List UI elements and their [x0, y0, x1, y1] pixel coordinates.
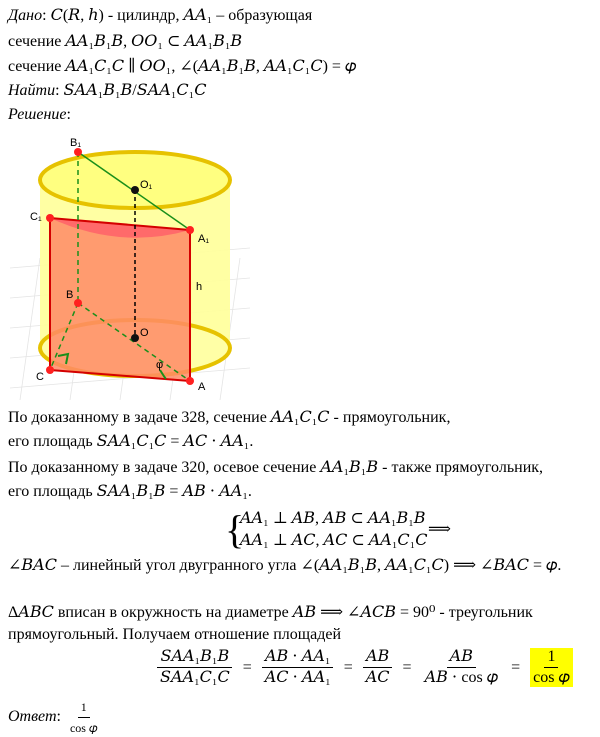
fraction-cos-den: 𝐴𝐵 ⋅ cos 𝜑	[424, 669, 499, 686]
fraction-sides-num: 𝐴𝐵	[363, 648, 392, 668]
answer-num: 1	[78, 698, 90, 718]
point-c1	[46, 214, 54, 222]
fraction-result-num: 1	[544, 648, 558, 668]
label-a: A	[198, 381, 206, 393]
point-c	[46, 366, 54, 374]
fraction-cos-num: 𝐴𝐵	[447, 648, 476, 668]
fraction-areas	[157, 648, 233, 687]
label-b: B	[66, 289, 74, 301]
label-phi: φ	[156, 359, 164, 371]
given-line-2: сечение 𝐴𝐴₁𝐵₁𝐵, 𝑂𝑂₁ ⊂ 𝐴𝐴₁𝐵₁𝐵	[8, 33, 243, 50]
equals-4: =	[511, 658, 521, 676]
equals-1: =	[242, 658, 252, 676]
equals-2: =	[343, 658, 353, 676]
fraction-products-num: 𝐴𝐵 ⋅ 𝐴𝐴₁	[262, 648, 333, 668]
paragraph-1: По доказанному в задаче 328, сечение 𝐴𝐴₁𝐶₁𝐶 - прямоугольник,	[8, 409, 451, 426]
fraction-sides-den: 𝐴𝐶	[365, 669, 390, 686]
fraction-areas-num: 𝑆𝐴𝐴₁𝐵₁𝐵	[157, 648, 232, 668]
point-b	[74, 299, 82, 307]
point-a	[186, 377, 194, 385]
solution-colon: :	[66, 106, 71, 123]
ratio-equation	[155, 648, 575, 687]
system-implies: ⟹	[428, 521, 451, 538]
point-b1	[74, 148, 82, 156]
fraction-cos	[422, 648, 502, 687]
solution-label: Решение	[8, 106, 67, 123]
answer-label: Ответ	[8, 708, 57, 726]
label-c1: C₁	[30, 211, 42, 223]
find-line	[8, 81, 206, 101]
point-o	[131, 334, 139, 342]
system-line-2: 𝐴𝐴₁ ⊥ 𝐴𝐶, 𝐴𝐶 ⊂ 𝐴𝐴₁𝐶₁𝐶	[240, 532, 428, 549]
fraction-result-den: cos 𝜑	[533, 669, 570, 686]
label-b1: B₁	[70, 138, 82, 149]
label-c: C	[36, 371, 44, 383]
fraction-products-den: 𝐴𝐶 ⋅ 𝐴𝐴₁	[264, 669, 331, 686]
label-h: h	[196, 281, 203, 293]
paragraph-6: Δ𝐴𝐵𝐶 вписан в окружность на диаметре 𝐴𝐵 ⟹ ∠𝐴𝐶𝐵 = 90⁰ - треугольник	[8, 604, 533, 621]
answer-fraction	[67, 698, 101, 737]
given-line-1-text: : 𝐶(𝑅, ℎ) - цилиндр, 𝐴𝐴₁ – образующая	[42, 7, 313, 24]
given-line-3: сечение 𝐴𝐴₁𝐶₁𝐶 ∥ 𝑂𝑂₁, ∠(𝐴𝐴₁𝐵₁𝐵, 𝐴𝐴₁𝐶₁𝐶) = 𝜑	[8, 58, 357, 75]
point-a1	[186, 226, 194, 234]
paragraph-3: По доказанному в задаче 320, осевое сечение 𝐴𝐴₁𝐵₁𝐵 - также прямоугольник,	[8, 459, 544, 476]
find-label: Найти	[8, 82, 56, 99]
fraction-result-highlight	[530, 648, 573, 687]
given-line-1	[8, 6, 312, 26]
paragraph-7: прямоугольный. Получаем отношение площадей	[8, 626, 342, 643]
fraction-products	[262, 648, 334, 687]
paragraph-4: его площадь 𝑆𝐴𝐴₁𝐵₁𝐵 = 𝐴𝐵 ⋅ 𝐴𝐴₁.	[8, 483, 252, 500]
fraction-areas-den: 𝑆𝐴𝐴₁𝐶₁𝐶	[160, 669, 230, 686]
cylinder-figure	[10, 138, 250, 400]
find-text: : 𝑆𝐴𝐴₁𝐵₁𝐵/𝑆𝐴𝐴₁𝐶₁𝐶	[55, 82, 207, 99]
point-o1	[131, 186, 139, 194]
answer-colon: :	[56, 708, 61, 726]
system-line-1: 𝐴𝐴₁ ⊥ 𝐴𝐵, 𝐴𝐵 ⊂ 𝐴𝐴₁𝐵₁𝐵	[240, 510, 426, 527]
paragraph-2: его площадь 𝑆𝐴𝐴₁𝐶₁𝐶 = 𝐴𝐶 ⋅ 𝐴𝐴₁.	[8, 433, 254, 450]
answer-den: cos 𝜑	[69, 721, 98, 735]
label-o: O	[140, 327, 149, 339]
solution-heading	[8, 105, 71, 125]
label-o1: O₁	[140, 179, 153, 191]
label-a1: A₁	[198, 233, 210, 245]
paragraph-5: ∠𝐵𝐴𝐶 – линейный угол двугранного угла ∠(𝐴𝐴₁𝐵₁𝐵, 𝐴𝐴₁𝐶₁𝐶) ⟹ ∠𝐵𝐴𝐶 = 𝜑.	[8, 557, 562, 574]
fraction-sides	[363, 648, 393, 687]
answer-line	[8, 698, 102, 737]
system-brace: {	[225, 507, 245, 552]
equals-3: =	[402, 658, 412, 676]
given-label: Дано	[8, 7, 43, 24]
